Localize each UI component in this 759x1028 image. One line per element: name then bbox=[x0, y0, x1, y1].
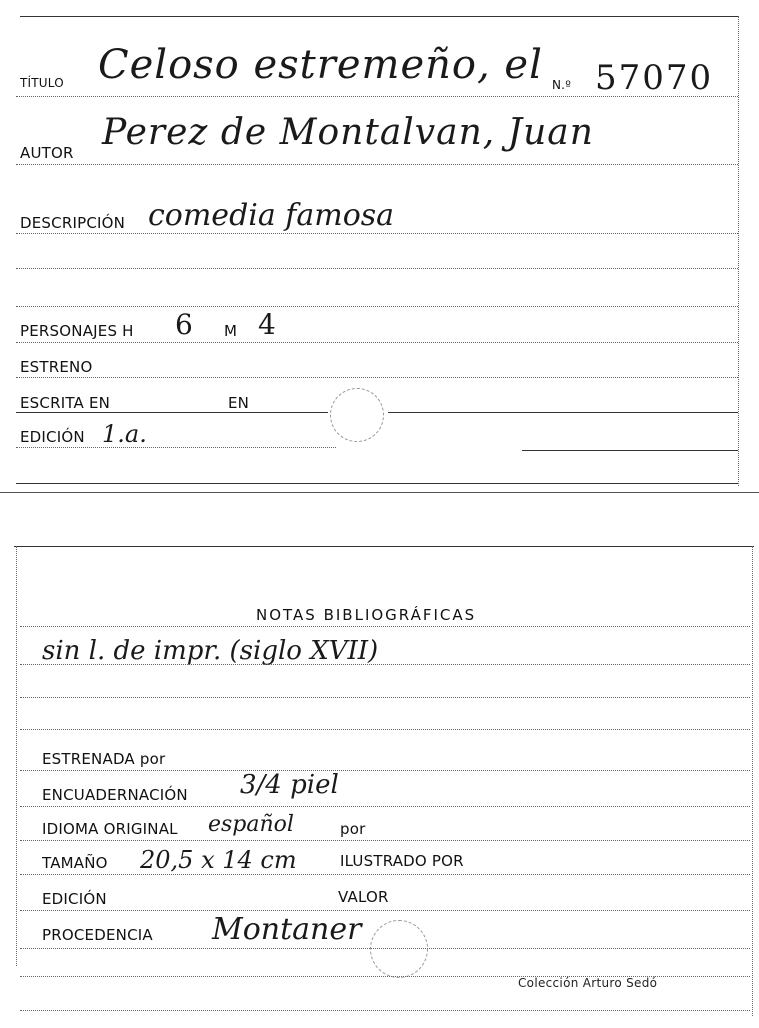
rule bbox=[16, 306, 738, 307]
personajes-m-value: 4 bbox=[258, 308, 276, 341]
rule bbox=[20, 697, 750, 698]
rule bbox=[522, 450, 738, 451]
collection-credit: Colección Arturo Sedó bbox=[518, 976, 658, 990]
rule bbox=[20, 626, 750, 627]
card-right-edge bbox=[738, 16, 739, 486]
personajes-label: PERSONAJES H bbox=[20, 322, 134, 340]
rule bbox=[388, 412, 738, 413]
rule bbox=[20, 729, 750, 730]
rule bbox=[20, 770, 750, 771]
edicion-handwritten: 1.a. bbox=[102, 420, 147, 448]
edicion-label-bottom: EDICIÓN bbox=[42, 890, 107, 908]
rule bbox=[20, 664, 750, 665]
catalog-card-top bbox=[0, 0, 759, 500]
en-label: EN bbox=[228, 394, 250, 412]
punch-hole bbox=[330, 388, 384, 442]
numero-handwritten: 57070 bbox=[595, 58, 714, 98]
rule bbox=[16, 483, 738, 484]
rule bbox=[16, 233, 738, 234]
notas-handwritten: sin l. de impr. (siglo XVII) bbox=[42, 636, 379, 666]
autor-handwritten: Perez de Montalvan, Juan bbox=[102, 112, 594, 153]
rule bbox=[16, 268, 738, 269]
personajes-m-label: M bbox=[224, 322, 238, 340]
idioma-label: IDIOMA ORIGINAL bbox=[42, 820, 178, 838]
idioma-por-label: por bbox=[340, 820, 366, 838]
procedencia-handwritten: Montaner bbox=[212, 912, 362, 947]
catalog-card-bottom bbox=[0, 540, 759, 1028]
procedencia-label: PROCEDENCIA bbox=[42, 926, 153, 944]
encuadernacion-label: ENCUADERNACIÓN bbox=[42, 786, 188, 804]
rule bbox=[20, 806, 750, 807]
titulo-label: TÍTULO bbox=[20, 76, 64, 90]
rule bbox=[20, 1010, 750, 1011]
card-top-border bbox=[14, 546, 754, 547]
edicion-label: EDICIÓN bbox=[20, 428, 85, 446]
personajes-h-value: 6 bbox=[175, 308, 193, 341]
tamano-label: TAMAÑO bbox=[42, 854, 108, 872]
card-left-edge bbox=[16, 546, 17, 966]
estreno-label: ESTRENO bbox=[20, 358, 93, 376]
escrita-en-label: ESCRITA EN bbox=[20, 394, 111, 412]
rule bbox=[16, 342, 738, 343]
rule bbox=[16, 164, 738, 165]
card-right-edge bbox=[752, 546, 753, 1016]
numero-label: N.º bbox=[552, 78, 572, 92]
rule bbox=[16, 412, 328, 413]
ilustrado-label: ILUSTRADO POR bbox=[340, 852, 464, 870]
card-bottom-edge bbox=[0, 492, 759, 493]
rule bbox=[16, 377, 738, 378]
rule bbox=[20, 910, 750, 911]
notas-title: NOTAS BIBLIOGRÁFICAS bbox=[256, 606, 477, 624]
rule bbox=[20, 874, 750, 875]
idioma-handwritten: español bbox=[208, 812, 294, 837]
rule bbox=[16, 447, 336, 448]
titulo-handwritten: Celoso estremeño, el bbox=[98, 42, 543, 88]
tamano-handwritten: 20,5 x 14 cm bbox=[140, 846, 297, 874]
descripcion-label: DESCRIPCIÓN bbox=[20, 214, 126, 232]
estrenada-label: ESTRENADA por bbox=[42, 750, 166, 768]
punch-hole bbox=[370, 920, 428, 978]
encuadernacion-handwritten: 3/4 piel bbox=[240, 770, 339, 800]
rule bbox=[20, 840, 750, 841]
card-top-border bbox=[20, 16, 738, 17]
valor-label: VALOR bbox=[338, 888, 389, 906]
autor-label: AUTOR bbox=[20, 144, 74, 162]
descripcion-handwritten: comedia famosa bbox=[148, 198, 395, 233]
